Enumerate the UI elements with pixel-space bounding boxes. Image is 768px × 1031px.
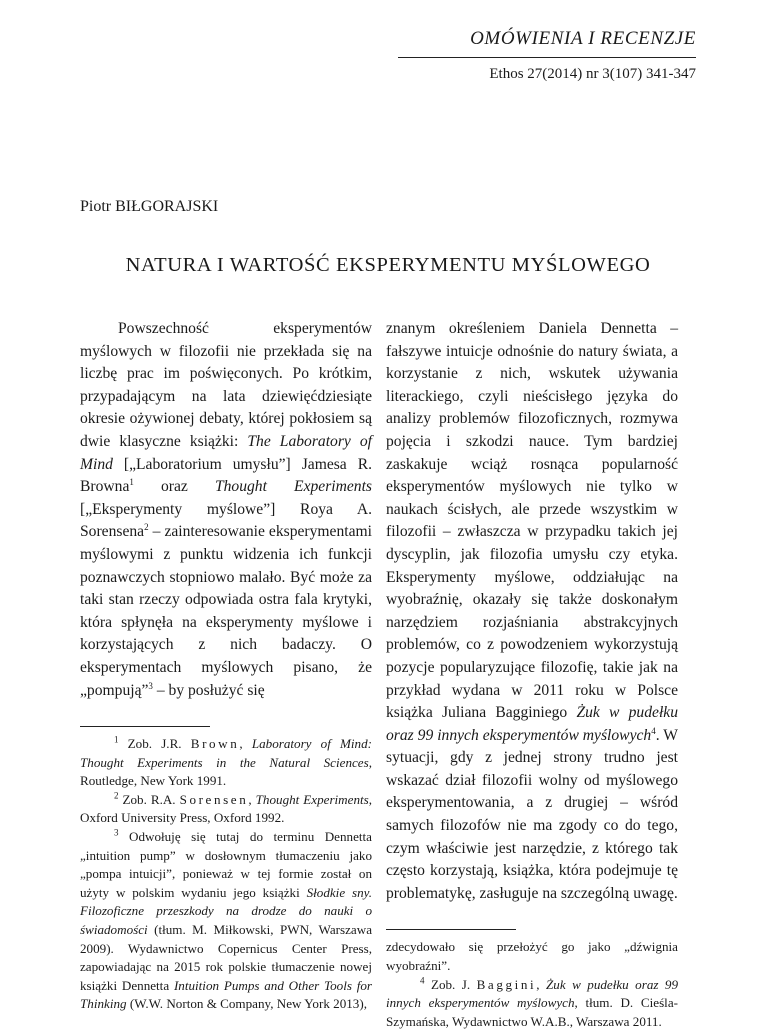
left-column — [80, 318, 372, 1014]
section-title: OMÓWIENIA I RECENZJE — [470, 28, 696, 49]
footnote-1: $^1$ Zob. J.R. Brown, Laboratory of Mind: Thought Experiments in the Natural Sciences, Routledge, New York 1991. — [80, 734, 372, 789]
right-column — [386, 318, 678, 1031]
footnote-rule — [386, 929, 516, 930]
book-title: Thought Experiments — [214, 478, 372, 496]
journal-citation: Ethos 27(2014) nr 3(107) 341-347 — [489, 66, 696, 82]
footnote-rule — [80, 726, 210, 727]
body-paragraph-1: Powszechność eksperymentów myślowych w filozofii nie przekłada się na liczbę prac im poświęconych. Po krótkim, przypadającym na lata dziewięćdziesiąte okresie ożywionej debaty, której pokłosiem są dwie klasyczne książki: The Laboratory of Mind [„Laboratorium umysłu”] Jamesa R. Browna$^1$ oraz Thought Experiments [„Eksperymenty myślowe”] Roya A. Sorensena$^2$ – zainteresowanie eksperymentami myślowymi z punktu widzenia ich funkcji poznawczych stopniowo malało. Być może za taki stan rzeczy odpowiada ostra fala krytyki, która spłynęła na eksperymenty myślowe i korzystających z nich badaczy. O eksperymentach myślowych pisano, że „pompują”$^3$ – by posłużyć się — [80, 320, 372, 699]
author-name: Piotr BIŁGORAJSKI — [80, 198, 219, 215]
book-title: The Laboratory of Mind — [80, 432, 372, 473]
book-title: Żuk w pudełku oraz 99 innych eksperymentów myślowych — [386, 704, 678, 744]
header-rule — [398, 57, 696, 58]
footnote-2: $^2$ Zob. R.A. Sorensen, Thought Experiments, Oxford University Press, Oxford 1992. — [80, 790, 373, 826]
footnote-ref: 2 — [144, 522, 149, 533]
footnote-3: $^3$ Odwołuję się tutaj do terminu Dennetta „intuition pump” w dosłownym tłumaczeniu jako „pompa intuicji”, ponieważ w tej formie został on użyty w polskim wydaniu jego książki Słodkie sny. Filozoficzne przeszkody na drodze do nauki o świadomości (tłum. M. Miłkowski, PWN, Warszawa 2009). Wydawnictwo Copernicus Center Press, zapowiadając na 2015 rok polskie tłumaczenie nowej książki Dennetta Intuition Pumps and Other Tools for Thinking (W.W. Norton & Company, New York 2013), — [80, 827, 372, 1012]
footnote-ref: 4 — [651, 725, 656, 736]
footnote-ref: 1 — [129, 476, 134, 487]
article-title: NATURA I WARTOŚĆ EKSPERYMENTU MYŚLOWEGO — [125, 254, 651, 276]
body-paragraph-2: znanym określeniem Daniela Dennetta – fałszywe intuicje odnośnie do natury świata, a korzystanie z nich, wskutek używania literackiego, czyli nieścisłego języka do analizy problemów filozoficznych, rozmywa pojęcia i szkodzi nauce. Tym bardziej zaskakuje wciąż rosnąca popularność eksperymentów myślowych nie tylko w naukach ścisłych, ale przede wszystkim w filozofii – zwłaszcza w przypadku takich jej dyscyplin, jak filozofia umysłu czy etyka. Eksperymenty myślowe, oddziałując na wyobraźnię, okazały się także doskonałym narzędziem rozjaśniania abstrakcyjnych problemów, co z powodzeniem wykorzystują pozycje popularyzujące filozofię, takie jak na przykład wydana w 2011 roku w Polsce książka Juliana Bagginiego Żuk w pudełku oraz 99 innych eksperymentów myślowych$^4$. W sytuacji, gdy z jednej strony trudno jest wskazać dział filozofii wolny od myślowego eksperymentowania, a z drugiej – wśród samych filozofów nie ma zgody co do tego, czym właściwie jest narzędzie, z którego tak często korzystają, książka, która podejmuje tę problematykę, zasługuje na szczególną uwagę. — [386, 320, 678, 902]
footnote-ref: 3 — [148, 680, 153, 691]
footnote-4: $^4$ Zob. J. Baggini, Żuk w pudełku oraz 99 innych eksperymentów myślowych, tłum. D. Cieśla-Szymańska, Wydawnictwo W.A.B., Warszawa 2011. — [386, 975, 679, 1029]
footnote-3-continued: zdecydowało się przełożyć go jako „dźwignia wyobraźni”. — [386, 939, 678, 974]
